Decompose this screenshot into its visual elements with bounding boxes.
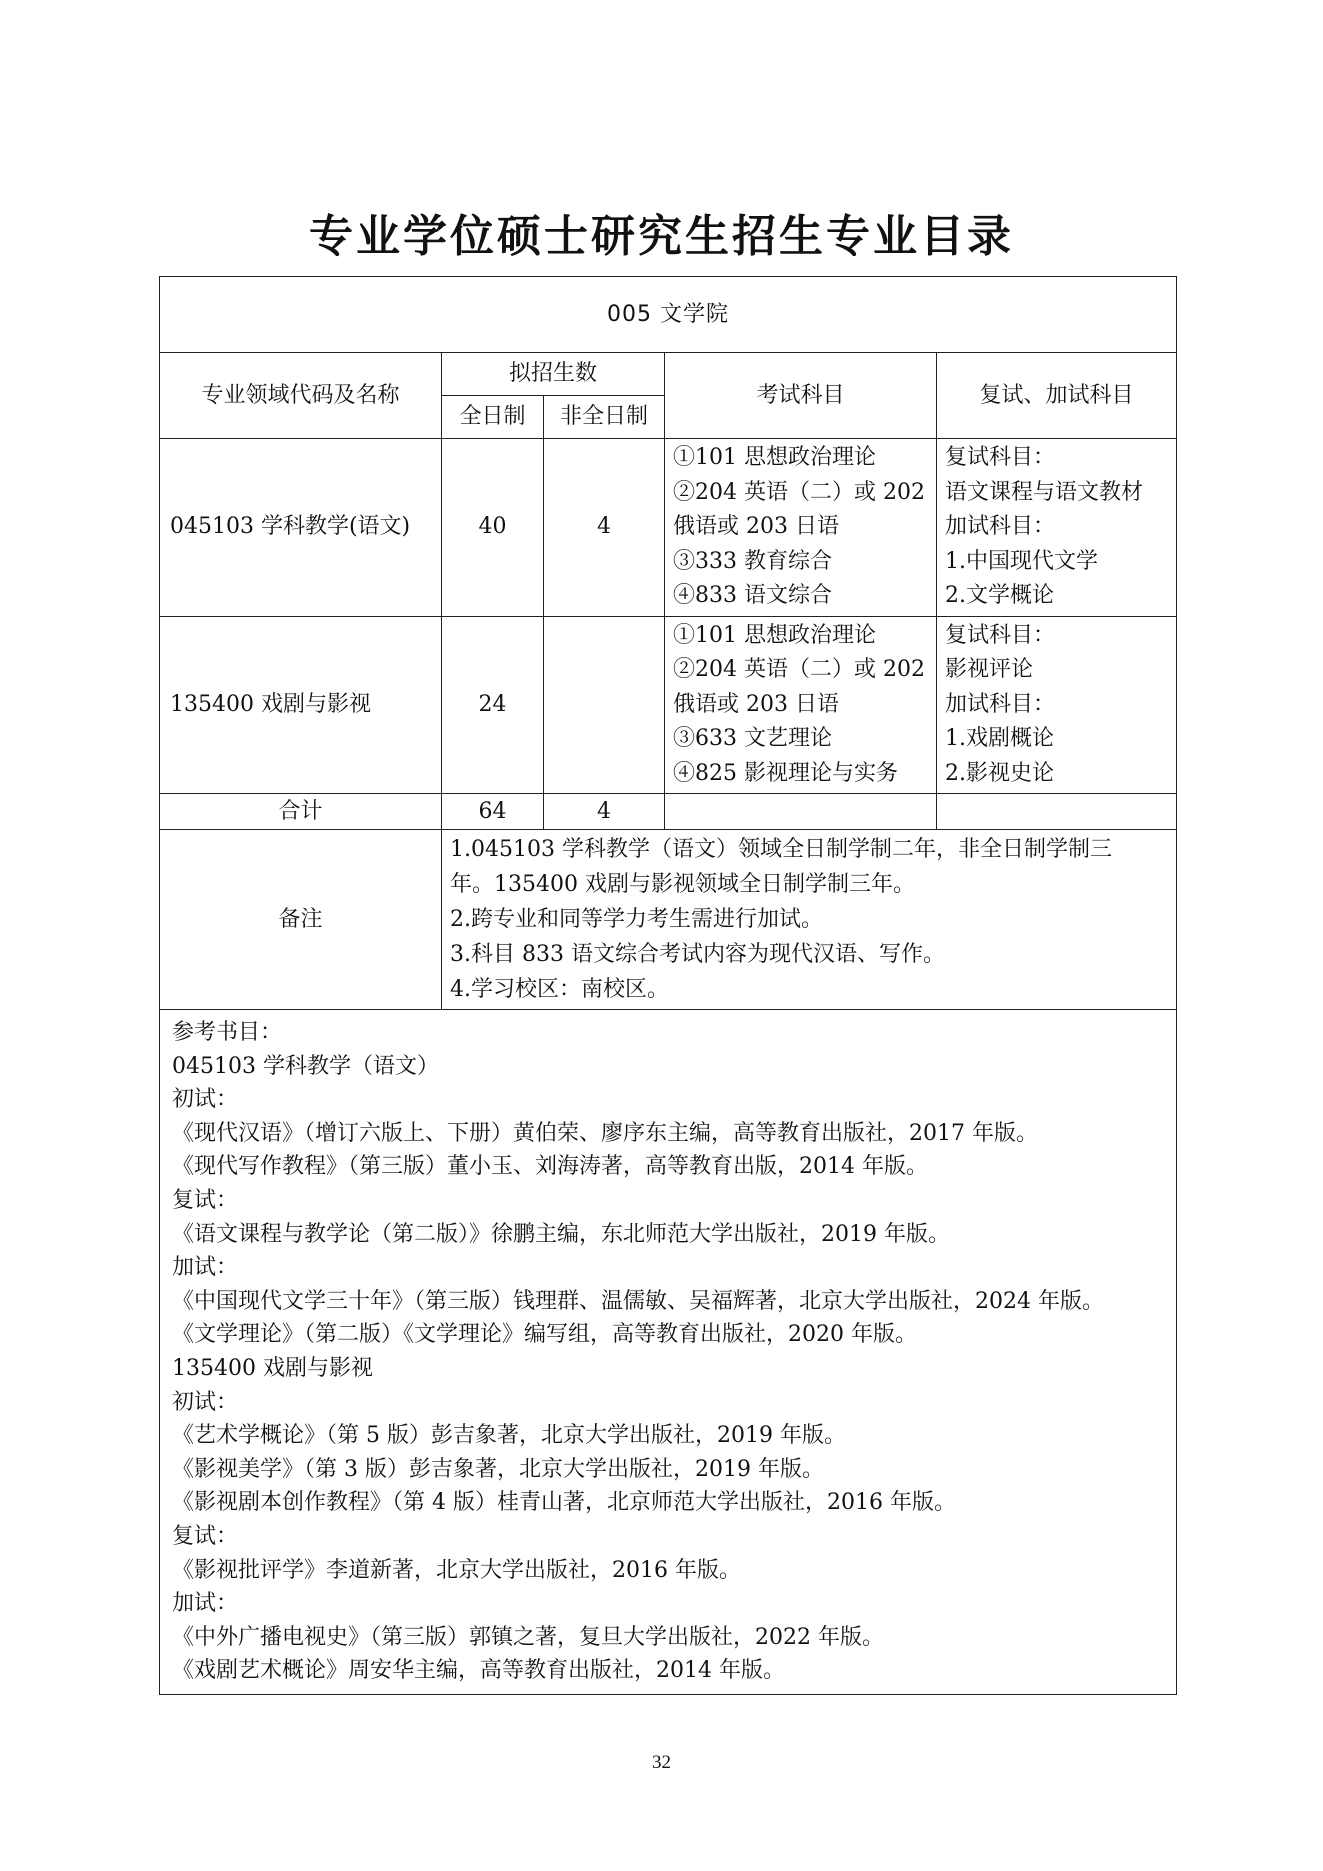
exam-line: 俄语或 203 日语 xyxy=(673,514,839,539)
reference-line: 复试： xyxy=(172,1187,239,1213)
reference-line: 《影视剧本创作教程》（第 4 版）桂青山著，北京师范大学出版社，2016 年版。 xyxy=(172,1490,956,1516)
part-time-count xyxy=(544,616,665,794)
total-empty-cell xyxy=(937,794,1177,830)
program-name: 135400 戏剧与影视 xyxy=(160,616,442,794)
notes-label: 备注 xyxy=(160,830,442,1010)
reference-line: 《中国现代文学三十年》（第三版）钱理群、温儒敏、吴福辉著，北京大学出版社，2024 年版。 xyxy=(172,1288,1104,1314)
reference-line: 135400 戏剧与影视 xyxy=(172,1355,373,1381)
header-full-time: 全日制 xyxy=(442,396,544,439)
page-number: 32 xyxy=(652,1752,671,1773)
exam-line: ①101 思想政治理论 xyxy=(673,445,876,470)
full-time-count: 40 xyxy=(442,439,544,617)
note-line: 3.科目 833 语文综合考试内容为现代汉语、写作。 xyxy=(450,942,945,967)
notes-cell xyxy=(442,830,1177,1010)
reference-line: 复试： xyxy=(172,1523,239,1549)
note-line: 年。135400 戏剧与影视领域全日制学制三年。 xyxy=(450,872,915,897)
retest-cell xyxy=(937,616,1177,794)
reference-line: 初试： xyxy=(172,1087,239,1113)
reference-line: 《文学理论》（第二版）《文学理论》编写组，高等教育出版社，2020 年版。 xyxy=(172,1322,917,1348)
reference-line: 初试： xyxy=(172,1389,239,1415)
exam-line: ④825 影视理论与实务 xyxy=(673,760,898,786)
table-row xyxy=(160,439,1177,617)
exam-line: ③633 文艺理论 xyxy=(673,726,832,751)
header-retest: 复试、加试科目 xyxy=(937,353,1177,439)
full-time-count: 24 xyxy=(442,616,544,794)
note-line: 1.045103 学科教学（语文）领域全日制学制二年，非全日制学制三 xyxy=(450,837,1112,862)
header-part-time: 非全日制 xyxy=(544,396,665,439)
part-time-count: 4 xyxy=(544,439,665,617)
retest-line: 加试科目： xyxy=(945,514,1056,539)
retest-line: 2.文学概论 xyxy=(945,583,1054,608)
references-row xyxy=(160,1010,1177,1695)
department-heading: 005 文学院 xyxy=(160,277,1177,353)
reference-line: 加试： xyxy=(172,1255,239,1281)
retest-line: 语文课程与语文教材 xyxy=(945,479,1144,505)
reference-line: 《影视批评学》李道新著，北京大学出版社，2016 年版。 xyxy=(172,1557,741,1583)
exam-line: ②204 英语（二）或 202 xyxy=(673,657,925,682)
total-label: 合计 xyxy=(160,794,442,830)
retest-cell xyxy=(937,439,1177,617)
retest-line: 复试科目： xyxy=(945,622,1056,648)
retest-line: 影视评论 xyxy=(945,657,1034,682)
retest-line: 1.中国现代文学 xyxy=(945,548,1098,574)
reference-line: 《影视美学》（第 3 版）彭吉象著，北京大学出版社，2019 年版。 xyxy=(172,1456,824,1482)
exam-subjects-cell xyxy=(665,439,937,617)
note-line: 4.学习校区：南校区。 xyxy=(450,977,669,1002)
retest-line: 复试科目： xyxy=(945,445,1056,470)
reference-line: 《中外广播电视史》（第三版）郭镇之著，复旦大学出版社，2022 年版。 xyxy=(172,1624,884,1650)
header-exam-subjects: 考试科目 xyxy=(665,353,937,439)
program-name: 045103 学科教学(语文) xyxy=(160,439,442,617)
exam-line: ③333 教育综合 xyxy=(673,548,832,574)
reference-line: 045103 学科教学（语文） xyxy=(172,1053,439,1079)
retest-line: 1.戏剧概论 xyxy=(945,726,1054,751)
reference-line: 《现代写作教程》（第三版）董小玉、刘海涛著，高等教育出版，2014 年版。 xyxy=(172,1154,928,1180)
header-enrollment: 拟招生数 xyxy=(442,353,665,396)
reference-line: 《语文课程与教学论（第二版）》徐鹏主编，东北师范大学出版社，2019 年版。 xyxy=(172,1221,950,1247)
total-row xyxy=(160,794,1177,830)
exam-line: 俄语或 203 日语 xyxy=(673,691,839,717)
reference-line: 《艺术学概论》（第 5 版）彭吉象著，北京大学出版社，2019 年版。 xyxy=(172,1423,846,1449)
references-cell xyxy=(160,1010,1177,1695)
retest-line: 加试科目： xyxy=(945,691,1056,717)
program-catalog-table xyxy=(159,276,1177,1695)
total-empty-cell xyxy=(665,794,937,830)
retest-line: 2.影视史论 xyxy=(945,760,1054,786)
header-program: 专业领域代码及名称 xyxy=(160,353,442,439)
total-part-time: 4 xyxy=(544,794,665,830)
reference-line: 加试： xyxy=(172,1591,239,1617)
total-full-time: 64 xyxy=(442,794,544,830)
exam-line: ②204 英语（二）或 202 xyxy=(673,479,925,505)
exam-line: ④833 语文综合 xyxy=(673,583,832,608)
table-row xyxy=(160,616,1177,794)
note-line: 2.跨专业和同等学力考生需进行加试。 xyxy=(450,907,823,932)
reference-line: 《戏剧艺术概论》周安华主编，高等教育出版社，2014 年版。 xyxy=(172,1658,785,1684)
reference-line: 参考书目： xyxy=(172,1020,283,1045)
page-title: 专业学位硕士研究生招生专业目录 xyxy=(309,211,1014,262)
exam-line: ①101 思想政治理论 xyxy=(673,622,876,648)
reference-line: 《现代汉语》（增订六版上、下册）黄伯荣、廖序东主编，高等教育出版社，2017 年版。 xyxy=(172,1120,1038,1146)
exam-subjects-cell xyxy=(665,616,937,794)
notes-row xyxy=(160,830,1177,1010)
